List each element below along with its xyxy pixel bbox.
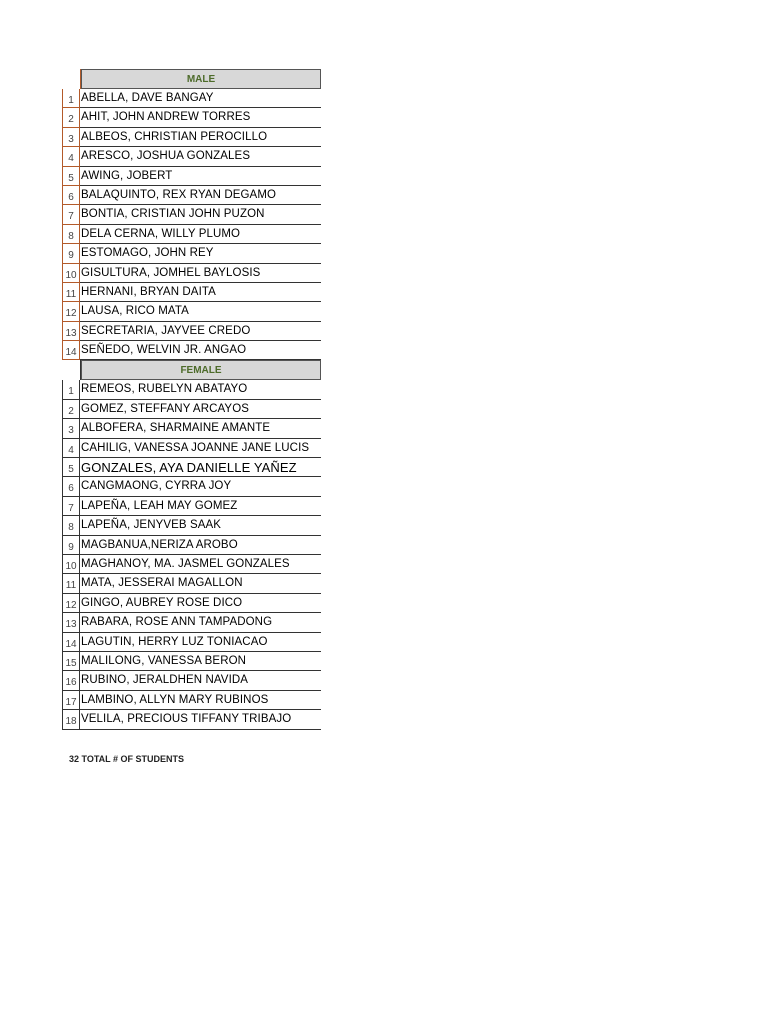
student-row [62,264,321,283]
row-number: 2 [62,108,80,127]
student-row [62,497,321,516]
student-row [62,147,321,166]
student-name: GINGO, AUBREY ROSE DICO [80,594,321,613]
row-number: 8 [62,516,80,535]
student-name: AWING, JOBERT [80,167,321,186]
row-number: 1 [62,89,80,108]
student-row [62,322,321,341]
student-row [62,536,321,555]
student-row [62,341,321,360]
student-name: DELA CERNA, WILLY PLUMO [80,225,321,244]
student-row [62,633,321,652]
student-row [62,128,321,147]
row-number: 5 [62,167,80,186]
row-number: 3 [62,128,80,147]
student-row [62,205,321,224]
student-row [62,574,321,593]
student-name: VELILA, PRECIOUS TIFFANY TRIBAJO [80,710,321,729]
row-number: 4 [62,439,80,458]
female-header-row [62,360,321,380]
student-name: SECRETARIA, JAYVEE CREDO [80,322,321,341]
row-number: 9 [62,536,80,555]
row-number: 8 [62,225,80,244]
row-number: 6 [62,186,80,205]
student-row [62,167,321,186]
student-row [62,225,321,244]
row-number: 11 [62,283,80,302]
student-row [62,652,321,671]
student-row [62,186,321,205]
row-number: 10 [62,555,80,574]
header-spacer [62,69,81,89]
student-name: REMEOS, RUBELYN ABATAYO [80,380,321,399]
student-row [62,380,321,399]
student-name: CAHILIG, VANESSA JOANNE JANE LUCIS [80,439,321,458]
student-row [62,419,321,438]
student-row [62,458,321,477]
student-row [62,594,321,613]
student-row [62,439,321,458]
female-header: FEMALE [81,360,321,380]
student-name: ALBOFERA, SHARMAINE AMANTE [80,419,321,438]
male-student-list [62,89,321,360]
row-number: 18 [62,710,80,729]
student-row [62,108,321,127]
student-name: CANGMAONG, CYRRA JOY [80,477,321,496]
student-name: BALAQUINTO, REX RYAN DEGAMO [80,186,321,205]
row-number: 14 [62,341,80,360]
student-row [62,89,321,108]
row-number: 7 [62,497,80,516]
student-name: ESTOMAGO, JOHN REY [80,244,321,263]
row-number: 11 [62,574,80,593]
row-number: 10 [62,264,80,283]
student-name: LAUSA, RICO MATA [80,302,321,321]
student-name: MAGHANOY, MA. JASMEL GONZALES [80,555,321,574]
student-name: GISULTURA, JOMHEL BAYLOSIS [80,264,321,283]
row-number: 12 [62,594,80,613]
male-header: MALE [81,69,321,89]
class-roster [62,69,321,730]
student-row [62,613,321,632]
student-name: RABARA, ROSE ANN TAMPADONG [80,613,321,632]
student-name: ARESCO, JOSHUA GONZALES [80,147,321,166]
student-name: RUBINO, JERALDHEN NAVIDA [80,671,321,690]
student-name: LAPEÑA, JENYVEB SAAK [80,516,321,535]
student-row [62,710,321,729]
student-name: MAGBANUA,NERIZA AROBO [80,536,321,555]
student-name: HERNANI, BRYAN DAITA [80,283,321,302]
student-row [62,477,321,496]
student-row [62,516,321,535]
total-students-label: 32 TOTAL # OF STUDENTS [69,754,185,764]
student-name: LAPEÑA, LEAH MAY GOMEZ [80,497,321,516]
row-number: 4 [62,147,80,166]
row-number: 13 [62,322,80,341]
student-name: AHIT, JOHN ANDREW TORRES [80,108,321,127]
student-name: LAGUTIN, HERRY LUZ TONIACAO [80,633,321,652]
header-spacer [62,360,81,380]
student-row [62,691,321,710]
student-name: MATA, JESSERAI MAGALLON [80,574,321,593]
student-name: GONZALES, AYA DANIELLE YAÑEZ [80,458,321,477]
student-row [62,302,321,321]
male-header-row [62,69,321,89]
student-row [62,283,321,302]
student-name: MALILONG, VANESSA BERON [80,652,321,671]
student-name: ALBEOS, CHRISTIAN PEROCILLO [80,128,321,147]
student-name: BONTIA, CRISTIAN JOHN PUZON [80,205,321,224]
row-number: 5 [62,458,80,477]
row-number: 12 [62,302,80,321]
student-row [62,400,321,419]
row-number: 3 [62,419,80,438]
student-row [62,244,321,263]
row-number: 7 [62,205,80,224]
female-student-list [62,380,321,729]
row-number: 13 [62,613,80,632]
row-number: 6 [62,477,80,496]
student-name: SEÑEDO, WELVIN JR. ANGAO [80,341,321,360]
student-name: ABELLA, DAVE BANGAY [80,89,321,108]
student-row [62,555,321,574]
row-number: 2 [62,400,80,419]
row-number: 17 [62,691,80,710]
row-number: 1 [62,380,80,399]
student-row [62,671,321,690]
row-number: 16 [62,671,80,690]
row-number: 15 [62,652,80,671]
student-name: GOMEZ, STEFFANY ARCAYOS [80,400,321,419]
student-name: LAMBINO, ALLYN MARY RUBINOS [80,691,321,710]
row-number: 9 [62,244,80,263]
row-number: 14 [62,633,80,652]
